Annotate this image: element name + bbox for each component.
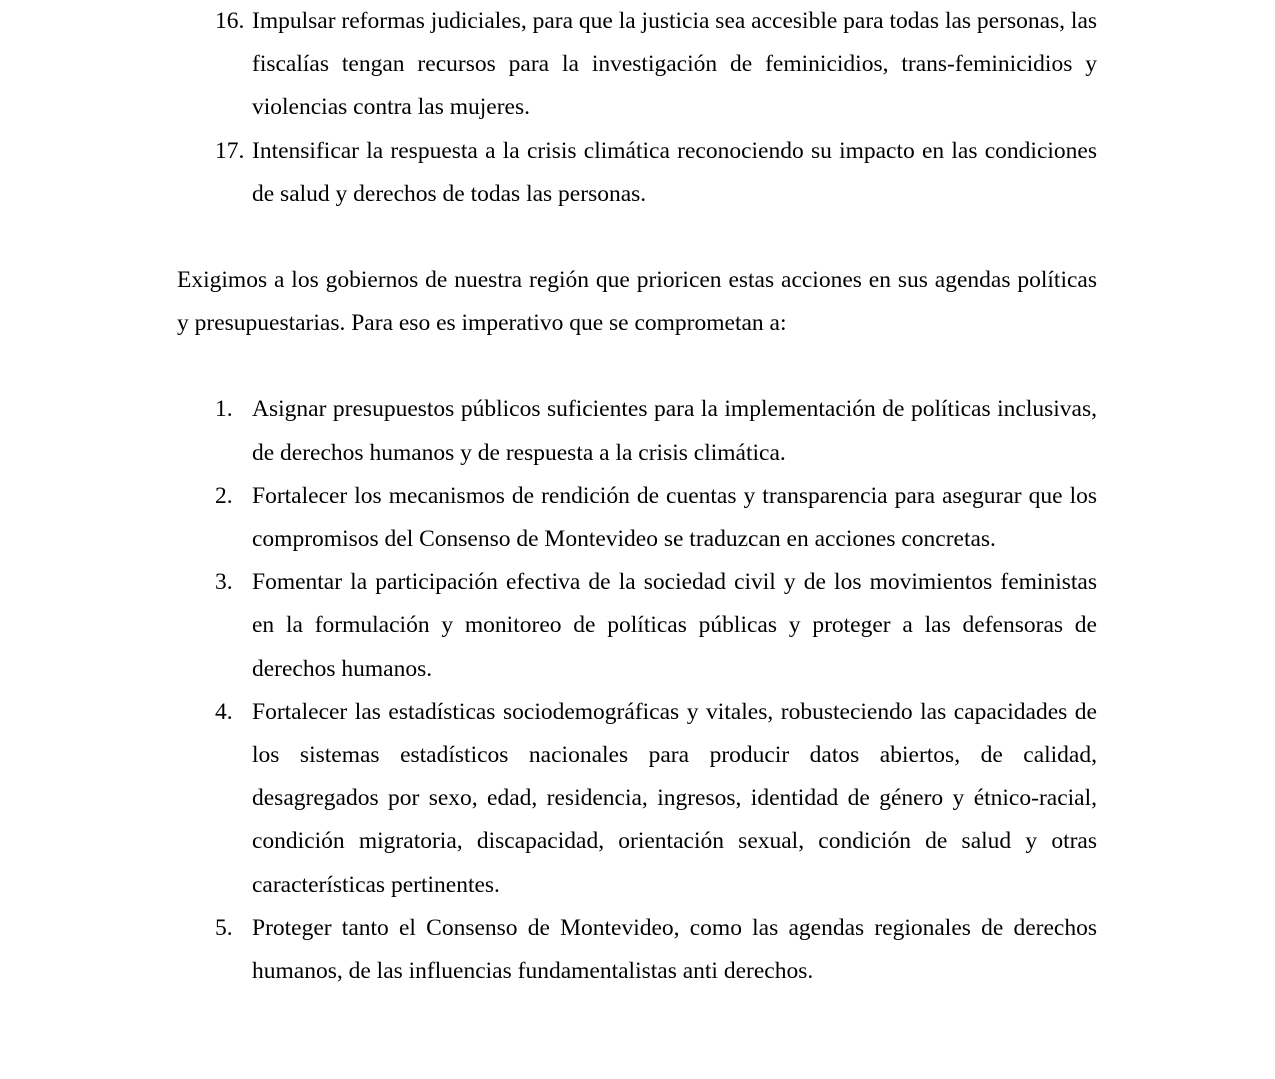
- list-item: [177, 561, 1097, 691]
- list-item: [177, 475, 1097, 561]
- commitments-list: [177, 388, 1097, 993]
- list-number: 5.: [215, 914, 233, 941]
- list-item-text: Proteger tanto el Consenso de Montevideo, como las agendas regionales de derechos humanos, de las influencias fundamentalistas anti derechos.: [252, 914, 1097, 985]
- list-number: 3.: [215, 569, 233, 596]
- list-item-text: Fortalecer las estadísticas sociodemográficas y vitales, robusteciendo las capacidades de los sistemas estadísticos nacionales para producir datos abiertos, de calidad, desagregados por sexo, edad, residencia, ingresos, identidad de género y étnico-racial, condición migratoria, discapacidad, orientación sexual, condición de salud y otras características pertinentes.: [252, 698, 1097, 898]
- document-page: [177, 0, 1097, 1079]
- list-item: [177, 0, 1097, 130]
- list-item-text: Asignar presupuestos públicos suficientes para la implementación de políticas inclusivas, de derechos humanos y de respuesta a la crisis climática.: [252, 396, 1097, 466]
- list-item: [177, 691, 1097, 907]
- list-item-text: Fortalecer los mecanismos de rendición de cuentas y transparencia para asegurar que los compromisos del Consenso de Montevideo se traduzcan en acciones concretas.: [252, 482, 1097, 553]
- list-item-text: Impulsar reformas judiciales, para que la justicia sea accesible para todas las personas, las fiscalías tengan recursos para la investigación de feminicidios, trans-feminicidios y violencias contra las mujeres.: [252, 8, 1098, 121]
- list-number: 16.: [215, 8, 245, 34]
- list-item-text: Intensificar la respuesta a la crisis climática reconociendo su impacto en las condiciones de salud y derechos de todas las personas.: [252, 137, 1097, 207]
- list-item-text: Fomentar la participación efectiva de la sociedad civil y de los movimientos feministas en la formulación y monitoreo de políticas públicas y proteger a las defensoras de derechos humanos.: [252, 569, 1097, 682]
- list-number: 4.: [215, 698, 233, 725]
- list-item: [177, 907, 1097, 993]
- demands-list-continued: [177, 0, 1097, 216]
- list-item: [177, 388, 1097, 474]
- clipped-next-paragraph: [177, 1036, 1097, 1079]
- list-number: 2.: [215, 482, 233, 509]
- list-item: [177, 130, 1097, 216]
- list-number: 17.: [215, 137, 245, 164]
- list-number: 1.: [215, 396, 233, 423]
- body-paragraph: Exigimos a los gobiernos de nuestra región que prioricen estas acciones en sus agendas políticas y presupuestarias. Para eso es imperativo que se comprometan a:: [177, 267, 1097, 337]
